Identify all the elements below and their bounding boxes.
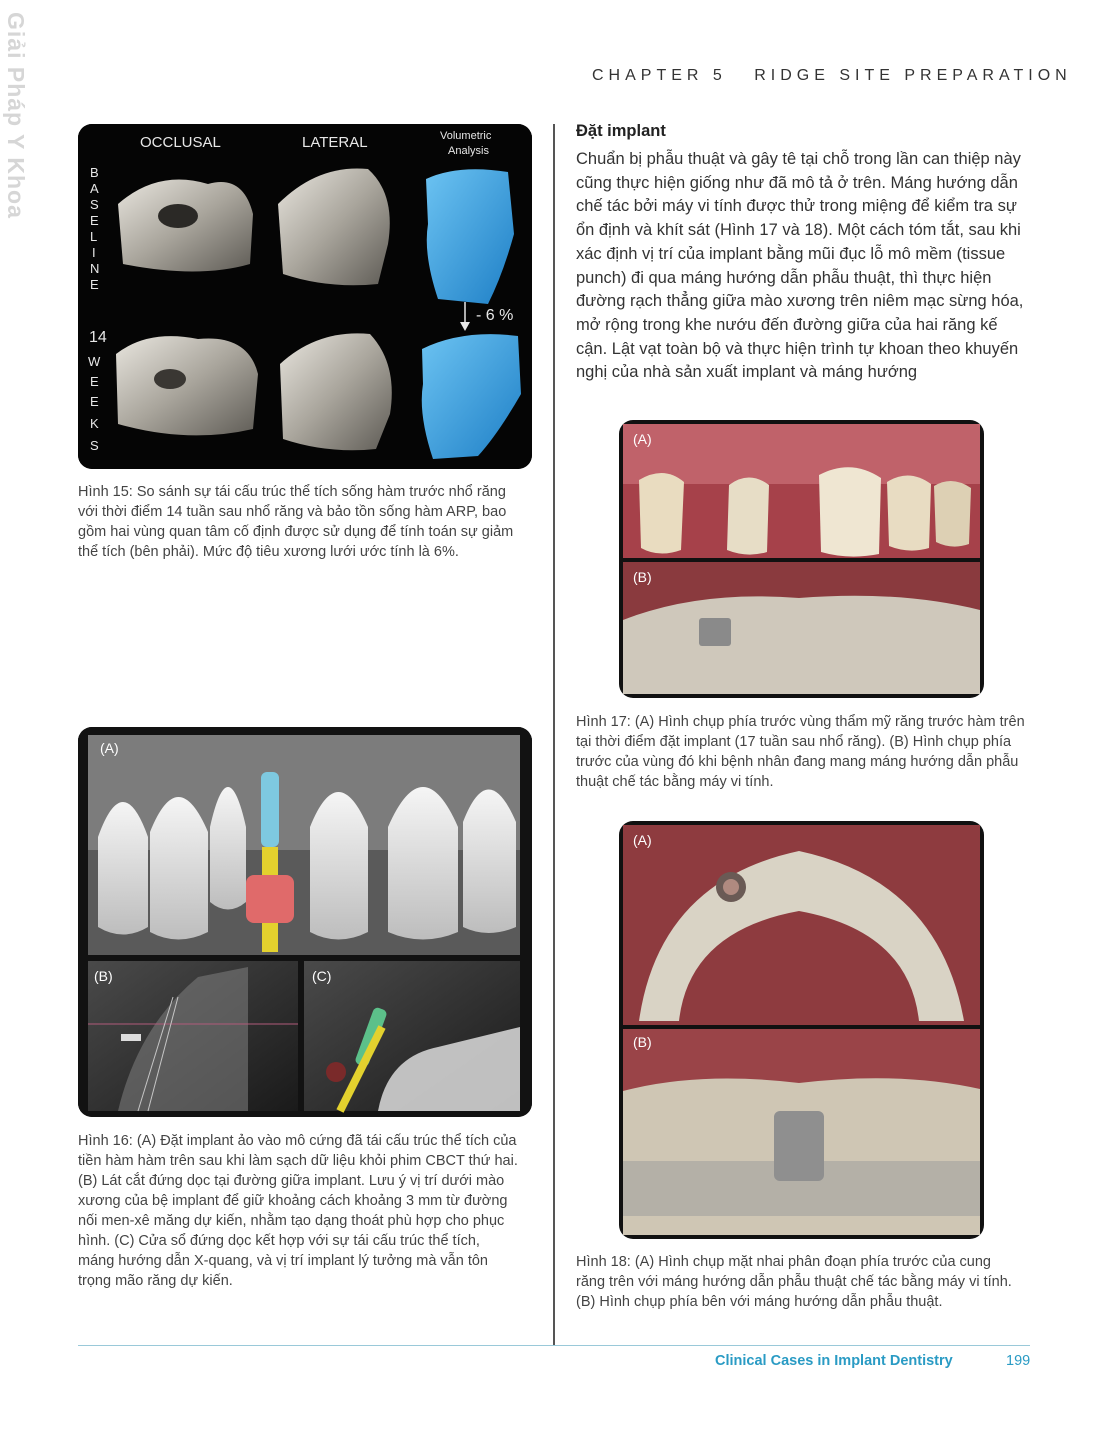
figure-18-caption: Hình 18: (A) Hình chụp mặt nhai phân đoạn phía trước của cung răng trên với máng hướng dẫn phẫu thuật chế tác bằng máy vi tính. (B) Hình chụp phía bên với máng hướng dẫn phẫu thuật. xyxy=(576,1254,1012,1310)
footer-book-title: Clinical Cases in Implant Dentistry xyxy=(715,1353,953,1369)
svg-text:14: 14 xyxy=(89,329,107,346)
figure-15-graphic xyxy=(78,124,532,469)
figure-17-image xyxy=(619,420,984,698)
figure-15-image xyxy=(78,124,532,469)
column-analysis: Analysis xyxy=(448,145,489,157)
figure-16-label-a: (A) xyxy=(100,740,119,756)
running-head xyxy=(592,67,1072,85)
figure-18-label-b: (B) xyxy=(633,1034,652,1050)
svg-text:N: N xyxy=(90,261,100,276)
svg-text:L: L xyxy=(90,229,98,244)
svg-text:E: E xyxy=(90,394,99,409)
chapter-title: RIDGE SITE PREPARATION xyxy=(754,67,1072,84)
chapter-label: CHAPTER 5 xyxy=(592,67,727,84)
watermark: Giải Pháp Y Khoa xyxy=(3,12,29,219)
figure-16-graphic xyxy=(78,727,532,1117)
svg-text:K: K xyxy=(90,416,99,431)
column-occlusal: OCCLUSAL xyxy=(140,134,221,151)
svg-text:E: E xyxy=(90,213,99,228)
figure-18-image xyxy=(619,821,984,1239)
page-number: 199 xyxy=(1006,1353,1031,1369)
section-body: Chuẩn bị phẫu thuật và gây tê tại chỗ trong lần can thiệp này cũng thực hiện giống như đã mô tả ở trên. Máng hướng dẫn chế tác bởi máy vi tính được thử trong miệng để kiểm tra sự ổn định và khít sát (Hình 17 và 18). Một cách tóm tắt, sau khi xác định vị trí của implant bằng mũi đục lỗ mô mềm (tissue punch) đi qua máng hướng dẫn phẫu thuật, thì thực hiện đường rạch thẳng giữa mào xương trên niêm mạc sừng hóa, mở rộng trong khe nướu đến đường giữa của hai răng kế cận. Lật vạt toàn bộ và thực hiện trình tự khoan theo khuyến nghị của nhà sản xuất implant và máng hướng xyxy=(576,150,1024,382)
figure-17-caption: Hình 17: (A) Hình chụp phía trước vùng thẩm mỹ răng trước hàm trên tại thời điểm đặt implant (17 tuần sau nhổ răng). (B) Hình chụp phía trước của vùng đó khi bệnh nhân đang mang máng hướng dẫn phẫu thuật chế tác bằng máy vi tính. xyxy=(576,714,1025,790)
svg-text:A: A xyxy=(90,181,99,196)
figure-16-image xyxy=(78,727,532,1117)
footer-rule xyxy=(78,1345,1030,1346)
figure-18-label-a: (A) xyxy=(633,832,652,848)
figure-18-graphic xyxy=(619,821,984,1239)
svg-text:S: S xyxy=(90,197,99,212)
column-divider xyxy=(553,124,555,1346)
volume-loss-label: - 6 % xyxy=(476,307,514,324)
figure-17-graphic xyxy=(619,420,984,698)
svg-text:I: I xyxy=(92,245,96,260)
svg-text:E: E xyxy=(90,277,99,292)
figure-17-label-a: (A) xyxy=(633,431,652,447)
svg-text:E: E xyxy=(90,374,99,389)
figure-16-label-c: (C) xyxy=(312,968,332,984)
column-volumetric: Volumetric xyxy=(440,130,492,142)
svg-text:B: B xyxy=(90,165,99,180)
svg-text:S: S xyxy=(90,438,99,453)
figure-16-caption: Hình 16: (A) Đặt implant ảo vào mô cứng đã tái cấu trúc thể tích của tiền hàm hàm trên sau khi làm sạch dữ liệu khỏi phim CBCT thứ hai. (B) Lát cắt đứng dọc tại đường giữa implant. Lưu ý vị trí dưới mào xương của bệ implant để giữ khoảng cách khoảng 3 mm từ đường nối men-xê măng dự kiến, nhằm tạo dạng thoát phù hợp cho phục hình. (C) Cửa sổ đứng dọc kết hợp với sự tái cấu trúc thể tích, máng hướng dẫn X-quang, và vị trí implant lý tưởng mà vẫn tôn trọng mão răng dự kiến. xyxy=(78,1133,518,1289)
section-title: Đặt implant xyxy=(576,122,666,140)
figure-15-caption: Hình 15: So sánh sự tái cấu trúc thể tích sống hàm trước nhổ răng với thời điểm 14 tuần sau nhổ răng và bảo tồn sống hàm ARP, bao gồm hai vùng quan tâm cố định được sử dụng để tính toán sự giảm thể tích (bên phải). Mức độ tiêu xương lưới ước tính là 6%. xyxy=(78,484,514,560)
figure-17-label-b: (B) xyxy=(633,569,652,585)
figure-16-label-b: (B) xyxy=(94,968,113,984)
column-lateral: LATERAL xyxy=(302,134,368,151)
svg-text:W: W xyxy=(88,354,101,369)
